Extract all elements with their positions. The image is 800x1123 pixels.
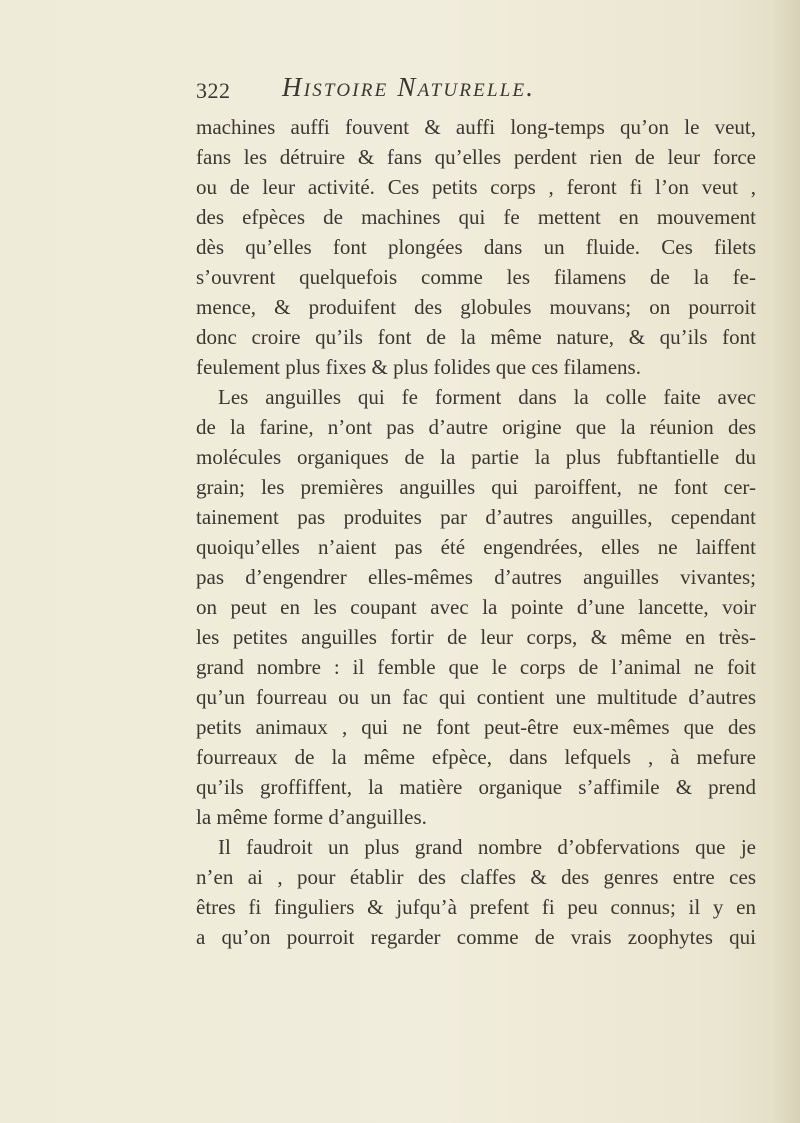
body-text (196, 112, 756, 952)
text-line: de la farine, n’ont pas d’autre origine que la réunion des (196, 415, 756, 439)
page-edge-shadow (772, 0, 800, 1123)
text-line: a qu’on pourroit regarder comme de vrais zoophytes qui (196, 925, 756, 949)
text-line: qu’un fourreau ou un fac qui contient une multitude d’autres (196, 685, 756, 709)
paragraph-start-line: Il faudroit un plus grand nombre d’obfervations que je (218, 835, 756, 859)
text-line: qu’ils groffiffent, la matière organique s’affimile & prend (196, 775, 756, 799)
running-title: Histoire Naturelle. (282, 72, 536, 102)
text-line: tainement pas produites par d’autres anguilles, cependant (196, 505, 756, 529)
text-line: les petites anguilles fortir de leur corps, & même en très- (196, 625, 756, 649)
text-line: petits animaux , qui ne font peut-être eux-mêmes que des (196, 715, 756, 739)
text-line: des efpèces de machines qui fe mettent en mouvement (196, 205, 756, 229)
text-line: grain; les premières anguilles qui paroiffent, ne font cer- (196, 475, 756, 499)
paragraph-start-line: Les anguilles qui fe forment dans la colle faite avec (218, 385, 756, 409)
text-line: ou de leur activité. Ces petits corps , feront fi l’on veut , (196, 175, 756, 199)
text-line: mence, & produifent des globules mouvans; on pourroit (196, 295, 756, 319)
text-line: quoiqu’elles n’aient pas été engendrées, elles ne laiffent (196, 535, 756, 559)
text-line: dès qu’elles font plongées dans un fluide. Ces filets (196, 235, 756, 259)
text-line: n’en ai , pour établir des claffes & des genres entre ces (196, 865, 756, 889)
text-line: on peut en les coupant avec la pointe d’une lancette, voir (196, 595, 756, 619)
text-line: grand nombre : il femble que le corps de l’animal ne foit (196, 655, 756, 679)
text-line: s’ouvrent quelquefois comme les filamens de la fe- (196, 265, 756, 289)
text-line: fourreaux de la même efpèce, dans lefquels , à mefure (196, 745, 756, 769)
text-line: la même forme d’anguilles. (196, 805, 427, 829)
text-line: êtres fi finguliers & jufqu’à prefent fi peu connus; il y en (196, 895, 756, 919)
text-line: molécules organiques de la partie la plus fubftantielle du (196, 445, 756, 469)
page-header (196, 72, 756, 112)
page-number: 322 (196, 78, 231, 103)
text-line: machines auffi fouvent & auffi long-temps qu’on le veut, (196, 115, 756, 139)
text-line: feulement plus fixes & plus folides que ces filamens. (196, 355, 641, 379)
text-line: donc croire qu’ils font de la même nature, & qu’ils font (196, 325, 756, 349)
text-line: fans les détruire & fans qu’elles perdent rien de leur force (196, 145, 756, 169)
text-line: pas d’engendrer elles-mêmes d’autres anguilles vivantes; (196, 565, 756, 589)
